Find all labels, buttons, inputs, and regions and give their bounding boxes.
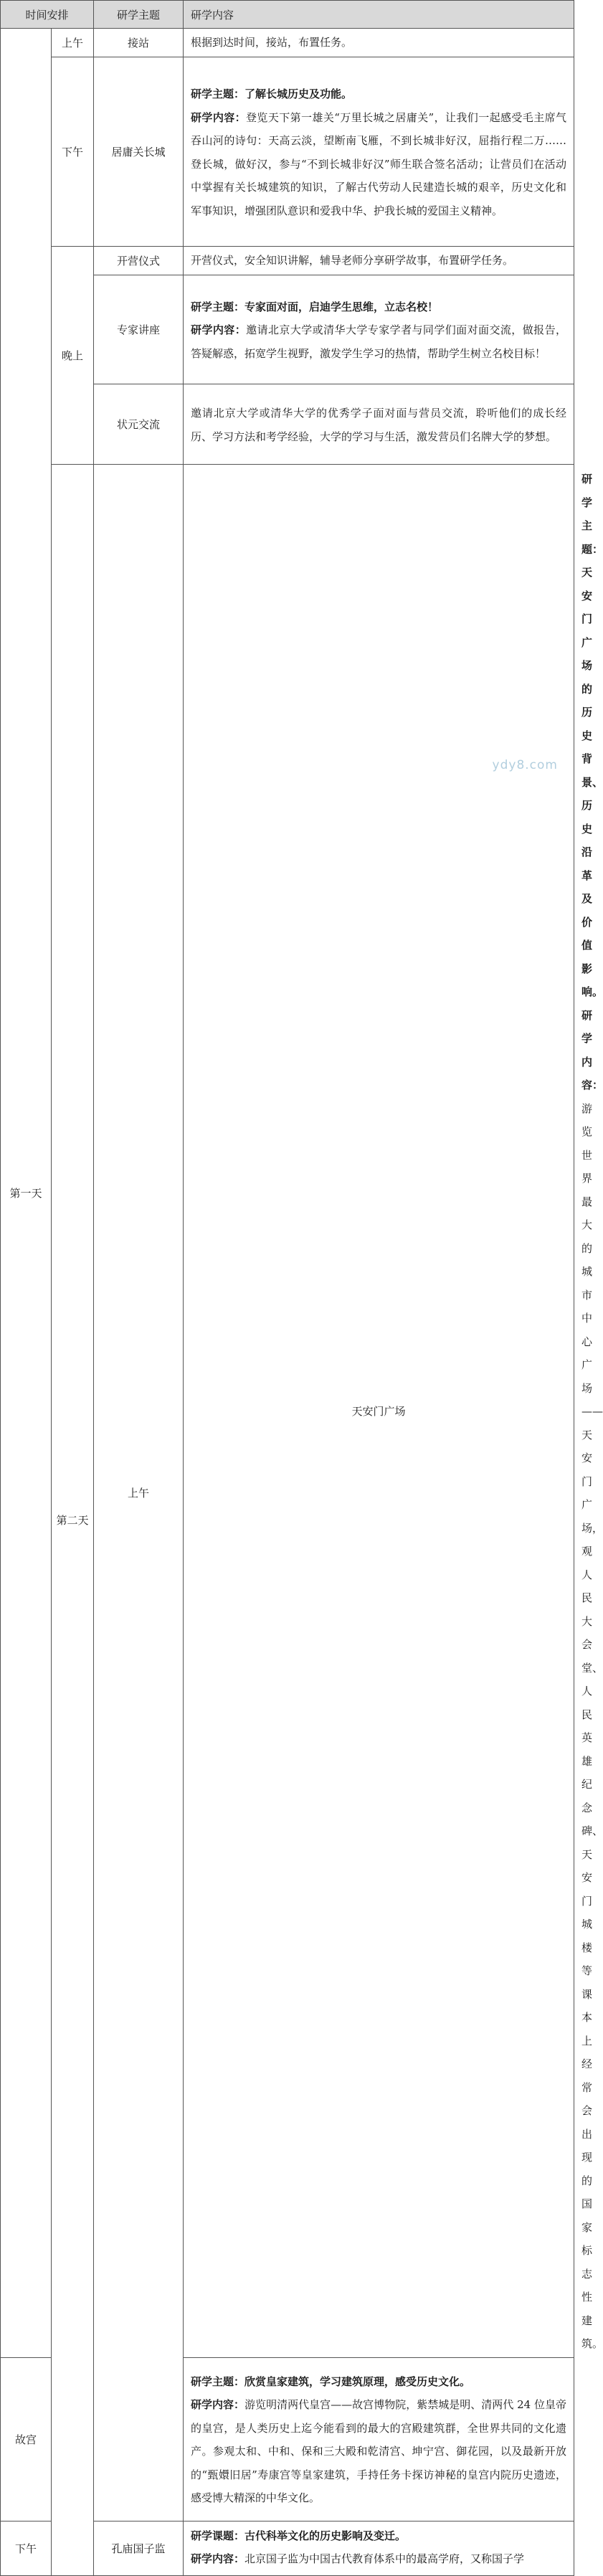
theme-label: 研学主题： xyxy=(581,473,603,556)
day2-palace-content xyxy=(184,2357,574,2521)
theme-label: 研学主题： xyxy=(191,87,245,100)
day1-morning-label: 上午 xyxy=(52,29,94,57)
content-text: 北京国子监为中国古代教育体系中的最高学府，又称国子学 xyxy=(244,2552,525,2565)
table-row xyxy=(1,465,574,2358)
theme-label: 研学主题： xyxy=(191,300,245,313)
day2-afternoon-topic: 孔庙国子监 xyxy=(94,2521,184,2575)
day2-morning-label: 上午 xyxy=(94,465,184,2521)
header-content: 研学内容 xyxy=(184,1,574,29)
day2-afternoon-label: 下午 xyxy=(1,2521,52,2575)
day1-champion-content: 邀请北京大学或清华大学的优秀学子面对面与营员交流，聆听他们的成长经历、学习方法和考学经验，大学的学习与生活，激发营员们名牌大学的梦想。 xyxy=(184,384,574,465)
day1-afternoon-topic: 居庸关长城 xyxy=(94,57,184,247)
content-text: 游览明清两代皇宫——故宫博物院，紫禁城是明、清两代 24 位皇帝的皇宫，是人类历史上迄今能看到的最大的宫殿建筑群，全世界共同的文化遗产。参观太和、中和、保和三大殿和乾清宫、坤宁宫、御花园，以及最新开放的“甄嬛旧居”寿康宫等皇家建筑，手持任务卡探访神秘的皇宫内院历史遗迹，感受博大精深的中华文化。 xyxy=(191,2398,567,2504)
theme-text: 了解长城历史及功能。 xyxy=(244,87,353,100)
table-row xyxy=(1,57,574,247)
day1-opening-content: 开营仪式，安全知识讲解，辅导老师分享研学故事，布置研学任务。 xyxy=(184,247,574,275)
theme-text: 古代科举文化的历史影响及变迁。 xyxy=(244,2529,407,2542)
day1-evening-label: 晚上 xyxy=(52,247,94,465)
content-text: 登览天下第一雄关“万里长城之居庸关”，让我们一起感受毛主席气吞山河的诗句：天高云淡，望断南飞雁，不到长城非好汉，屈指行程二万……登长城，做好汉，参与“不到长城非好汉”师生联合签名活动；让营员们在活动中掌握有关长城建筑的知识，了解古代劳动人民建造长城的艰辛，历史文化和军事知识，增强团队意识和爱我中华、护我长城的爱国主义精神。 xyxy=(191,110,567,217)
table-row xyxy=(1,29,574,57)
content-label: 研学内容： xyxy=(191,2552,245,2565)
theme-text: 欣赏皇家建筑，学习建筑原理，感受历史文化。 xyxy=(244,2374,471,2388)
theme-text: 天安门广场的历史背景、历史沿革及价值影响。 xyxy=(581,566,603,998)
day1-label: 第一天 xyxy=(1,29,52,2358)
content-label: 研学内容： xyxy=(191,110,247,124)
content-label: 研学内容： xyxy=(191,323,247,337)
day1-morning-content: 根据到达时间，接站，布置任务。 xyxy=(184,29,574,57)
day1-afternoon-label: 下午 xyxy=(52,57,94,247)
day1-lecture-content xyxy=(184,275,574,384)
day1-champion-topic: 状元交流 xyxy=(94,384,184,465)
header-row xyxy=(1,1,574,29)
theme-text: 专家面对面，启迪学生思维，立志名校！ xyxy=(244,300,439,313)
day1-afternoon-content xyxy=(184,57,574,247)
day2-afternoon-content xyxy=(184,2521,574,2575)
content-text: 邀请北京大学或清华大学专家学者与同学们面对面交流，做报告，答疑解惑，拓宽学生视野，激发学生学习的热情，帮助学生树立名校目标！ xyxy=(191,323,566,360)
content-label: 研学内容： xyxy=(581,1008,603,1092)
day1-lecture-topic: 专家讲座 xyxy=(94,275,184,384)
day2-label: 第二天 xyxy=(52,465,94,2576)
theme-label: 研学课题： xyxy=(191,2529,245,2542)
watermark: ydy8.com xyxy=(492,758,558,772)
header-topic: 研学主题 xyxy=(94,1,184,29)
theme-label: 研学主题： xyxy=(191,2374,245,2388)
content-label: 研学内容： xyxy=(191,2398,245,2411)
day1-morning-topic: 接站 xyxy=(94,29,184,57)
table-row xyxy=(1,247,574,275)
day1-opening-topic: 开营仪式 xyxy=(94,247,184,275)
day2-palace-topic: 故宫 xyxy=(1,2357,52,2521)
content-text: 游览世界最大的城市中心广场——天安门广场，观人民大会堂、人民英雄纪念碑、天安门城楼等课本上经常会出现的国家标志性建筑。 xyxy=(581,1102,603,2350)
header-schedule: 时间安排 xyxy=(1,1,94,29)
day2-square-topic: 天安门广场 xyxy=(184,465,574,2358)
